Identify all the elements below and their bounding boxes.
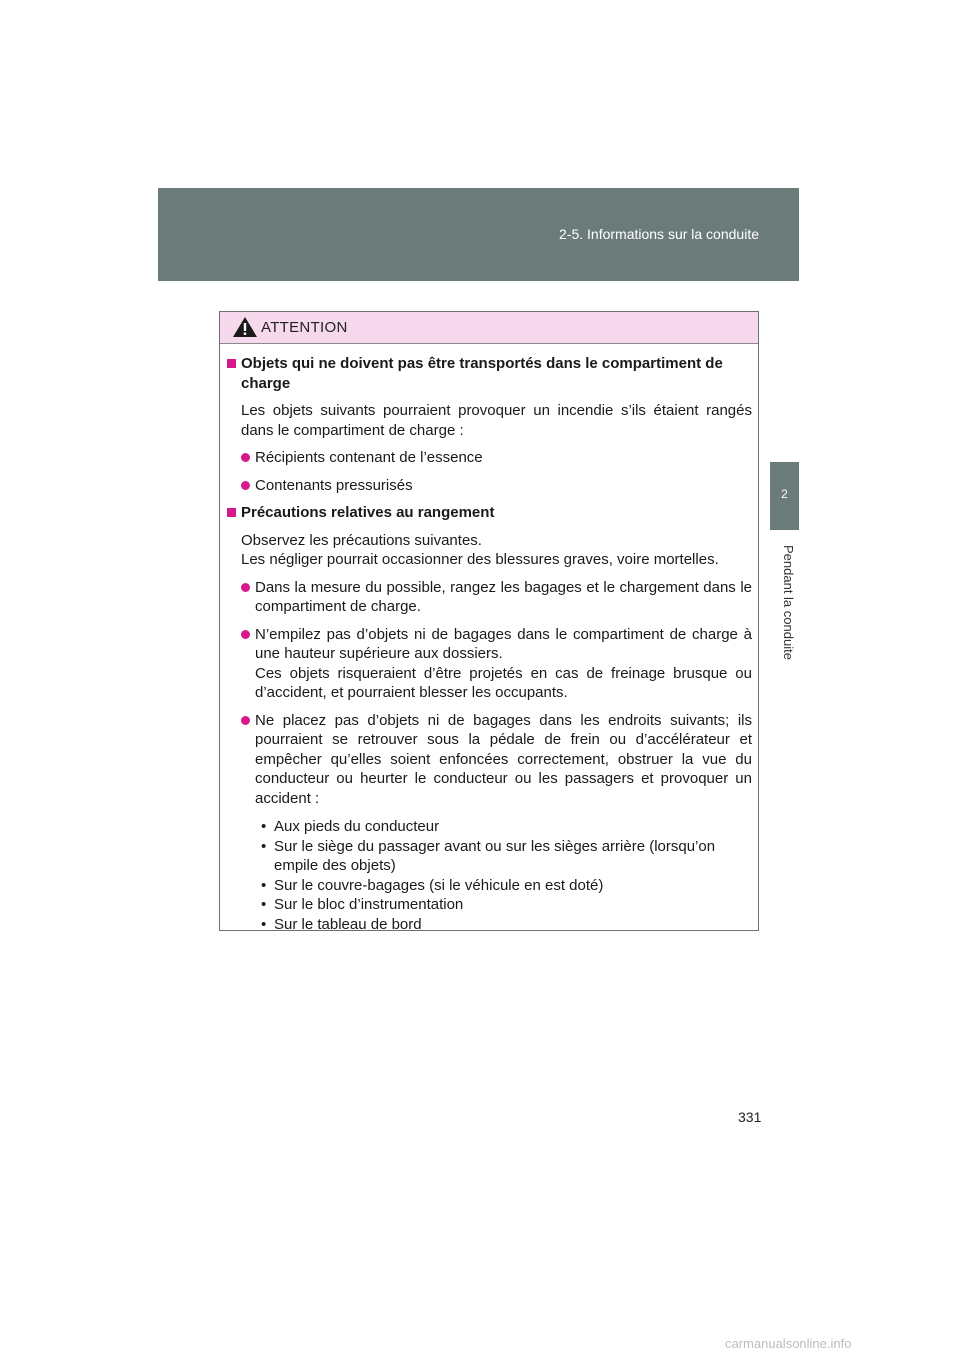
chapter-label: Pendant la conduite xyxy=(781,545,796,660)
page-number: 331 xyxy=(738,1109,762,1125)
list-item: Dans la mesure du possible, rangez les bagages et le chargement dans le compartiment de charge. xyxy=(227,578,752,617)
section-heading: Objets qui ne doivent pas être transportés dans le compartiment de charge xyxy=(227,354,752,393)
square-bullet-icon xyxy=(227,359,236,368)
list-item: Contenants pressurisés xyxy=(227,476,752,496)
warning-box xyxy=(219,311,759,931)
sub-list-item: • Sur le tableau de bord xyxy=(227,915,752,935)
sub-list-item: • Sur le couvre-bagages (si le véhicule en est doté) xyxy=(227,876,752,896)
square-bullet-icon xyxy=(227,508,236,517)
sub-list-item: • Sur le siège du passager avant ou sur les sièges arrière (lorsqu’on empile des objets) xyxy=(227,837,752,876)
chapter-number: 2 xyxy=(781,487,788,501)
header-band xyxy=(158,188,799,281)
list-item: Récipients contenant de l’essence xyxy=(227,448,752,468)
circle-bullet-icon xyxy=(241,453,250,462)
watermark: carmanualsonline.info xyxy=(725,1336,852,1351)
warning-title: ATTENTION xyxy=(261,319,348,336)
warning-header xyxy=(220,312,758,344)
section-heading: Précautions relatives au rangement xyxy=(227,503,752,523)
sub-list xyxy=(227,817,752,934)
sub-list-item: • Sur le bloc d’instrumentation xyxy=(227,895,752,915)
section-title: 2-5. Informations sur la conduite xyxy=(559,226,759,242)
circle-bullet-icon xyxy=(241,630,250,639)
chapter-tab xyxy=(770,462,799,530)
paragraph: Observez les précautions suivantes. Les négliger pourrait occasionner des blessures graves, voire mortelles. xyxy=(241,531,719,568)
circle-bullet-icon xyxy=(241,481,250,490)
warning-triangle-icon xyxy=(232,316,258,338)
list-item: Ne placez pas d’objets ni de bagages dans les endroits suivants; ils pourraient se retrouver sous la pédale de frein ou d’accélérateur et empêcher qu’elles soient enfoncées correctement, obstruer la vue du conducteur ou heurter le conducteur ou les passagers et provoquer un accident : xyxy=(227,711,752,809)
paragraph: Les objets suivants pourraient provoquer un incendie s’ils étaient rangés dans le compartiment de charge : xyxy=(241,402,752,439)
circle-bullet-icon xyxy=(241,716,250,725)
warning-body xyxy=(220,344,758,934)
list-item: N’empilez pas d’objets ni de bagages dans le compartiment de charge à une hauteur supérieure aux dossiers. Ces objets risqueraient d’être projetés en cas de freinage brusque ou d’accident, et pourraient blesser les occupants. xyxy=(227,625,752,703)
sub-list-item: • Aux pieds du conducteur xyxy=(227,817,752,837)
circle-bullet-icon xyxy=(241,583,250,592)
